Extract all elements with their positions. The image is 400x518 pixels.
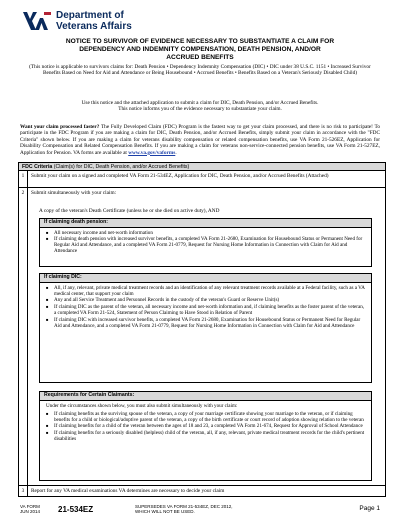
row-number: 3 bbox=[19, 486, 28, 497]
row-text: Submit your claim on a signed and completed VA Form 21-534EZ, Application for DIC, Death Pension, and/or Accrued Benefits (Attached) bbox=[31, 173, 329, 179]
va-form-line-2: JUN 2014 bbox=[20, 509, 41, 514]
certain-claimants-box bbox=[39, 391, 372, 481]
fdc-tail: . bbox=[175, 149, 177, 156]
form-title bbox=[20, 38, 380, 61]
supersedes-line-2: WHICH WILL NOT BE USED. bbox=[135, 509, 195, 514]
criteria-row-3 bbox=[19, 486, 385, 497]
list-item: ■ All necessary income and net-worth information bbox=[54, 230, 367, 236]
criteria-header bbox=[19, 163, 385, 171]
applicability-notice: (This notice is applicable to survivors claims for: Death Pension • Dependency Indemnity Compensation (DIC) • DIC under 38 U.S.C. 1151 • Increased Survivor Benefits Based on Need for Aid and Attendance or Being Housebound • Accrued Benefits • Benefits Based on a Veteran's Seriously Disabled Child) bbox=[29, 64, 371, 77]
list-item: ■ If claiming DIC as the parent of the veteran, all necessary income and net-worth information and, if claiming benefits as the foster parent of the veteran, a completed VA Form 21-524, Statement of Person Claiming to Have Stood in Relation of Parent bbox=[54, 304, 367, 316]
row-text: Submit simultaneously with your claim: bbox=[31, 190, 117, 196]
va-form-line-1: VA FORM bbox=[20, 504, 40, 509]
fdc-criteria-table bbox=[18, 162, 386, 497]
dic-box bbox=[39, 273, 372, 383]
death-pension-box bbox=[39, 218, 372, 267]
certain-claimants-intro: Under the circumstances shown below, you must also submit simultaneously with your claim: bbox=[46, 402, 238, 409]
dept-line-1: Department of bbox=[56, 10, 124, 21]
va-forms-link[interactable]: www.va.gov/vaforms bbox=[128, 149, 176, 156]
fdc-text: The Fully Developed Claim (FDC) Program is the fastest way to get your claim processed, and there is no risk to participate! To participate in the FDC Program if you are making a claim for DIC, Death Pension, and/or Accrued Benefits, simply submit your claim in accordance with the "FDC Criteria" shown below. If you are making a claim for veterans disability compensation or related compensation benefits, use VA Form 21-526EZ, Application for Disability Compensation and Related Compensation Benefits. If you are making a claim for veterans non-service-connected pension benefits, use VA Form 21-527EZ, Application for Pension. VA forms are available at bbox=[20, 124, 380, 156]
death-certificate-requirement: A copy of the veteran's Death Certificate (unless he or she died on active duty), AND bbox=[39, 208, 220, 214]
list-item: ■ Any and all Service Treatment and Personnel Records in the custody of the veteran's Guard or Reserve Unit(s) bbox=[54, 297, 367, 303]
fdc-lead: Want your claim processed faster? bbox=[20, 124, 100, 130]
department-name bbox=[56, 10, 132, 32]
criteria-header-bold: FDC Criteria bbox=[22, 164, 53, 170]
title-line-2: DEPENDENCY AND INDEMNITY COMPENSATION, DEATH PENSION, AND/OR bbox=[79, 45, 321, 53]
criteria-header-rest: (Claim(s) for DIC, Death Pension, and/or Accrued Benefits) bbox=[52, 164, 190, 170]
row-text: Report for any VA medical examinations VA determines are necessary to decide your claim bbox=[31, 488, 225, 494]
death-pension-title: If claiming death pension: bbox=[40, 219, 371, 228]
certain-claimants-list bbox=[40, 409, 371, 445]
death-pension-list bbox=[40, 228, 371, 258]
instructions-line-1: Use this notice and the attached application to submit a claim for DIC, Death Pension, and/or Accrued Benefits. bbox=[81, 100, 319, 106]
list-item: ■ If claiming benefits for a child of the veteran between the ages of 18 and 23, a completed VA Form 21-674, Request for Approval of School Attendance bbox=[54, 423, 367, 429]
page-number: Page 1 bbox=[359, 505, 380, 512]
list-item: ■ If claiming death pension with increased survivor benefits, a completed VA Form 21-2680, Examination for Housebound Status or Permanent Need for Regular Aid and Attendance, and a completed VA Form 21-0779, Request for Nursing Home Information in Connection with Claim for Aid and Attendance bbox=[54, 236, 367, 254]
supersedes-line-1: SUPERSEDES VA FORM 21-534EZ, DEC 2012, bbox=[135, 504, 233, 509]
page-header bbox=[22, 6, 132, 36]
list-item: ■ If claiming benefits for a seriously disabled (helpless) child of the veteran, all, if any, relevant, private medical treatment records for the child's pertinent disabilities bbox=[54, 430, 367, 442]
va-logo-icon bbox=[22, 10, 52, 32]
certain-claimants-title: Requirements for Certain Claimants: bbox=[40, 392, 371, 401]
row-number: 1 bbox=[19, 171, 28, 187]
dic-list bbox=[40, 283, 371, 332]
form-number: 21-534EZ bbox=[58, 505, 94, 514]
list-item: ■ If claiming DIC with increased survivor benefits, a completed VA Form 21-2680, Examination for Housebound Status or Permanent Need for Regular Aid and Attendance, and a completed VA Form 21-0779, Request for Nursing Home Information in Connection with Claim for Aid and Attendance bbox=[54, 317, 367, 329]
row-number: 2 bbox=[19, 188, 28, 485]
title-line-3: ACCRUED BENEFITS bbox=[166, 53, 234, 61]
list-item: ■ If claiming benefits as the surviving spouse of the veteran, a copy of your marriage certificate showing your marriage to the veteran, or if claiming benefits for a child or biological/adoptive parent of the veteran, a copy of the birth certificate or court record of adoption showing relation to the veteran bbox=[54, 411, 367, 423]
instructions-line-2: This notice informs you of the evidence necessary to substantiate your claim. bbox=[118, 106, 282, 113]
title-line-1: NOTICE TO SURVIVOR OF EVIDENCE NECESSARY TO SUBSTANTIATE A CLAIM FOR bbox=[65, 38, 335, 45]
va-form-label bbox=[20, 504, 40, 514]
criteria-row-1 bbox=[19, 171, 385, 188]
fdc-paragraph bbox=[20, 124, 380, 156]
dept-line-2: Veterans Affairs bbox=[56, 21, 132, 32]
instructions bbox=[30, 100, 370, 113]
list-item: ■ All, if any, relevant, private medical treatment records and an identification of any relevant treatment records available at a Federal facility, such as a VA medical center, that support your claim bbox=[54, 285, 367, 297]
criteria-row-2 bbox=[19, 188, 385, 486]
page-footer bbox=[20, 504, 380, 516]
supersedes-note bbox=[135, 504, 232, 514]
dic-title: If claiming DIC: bbox=[40, 274, 371, 283]
